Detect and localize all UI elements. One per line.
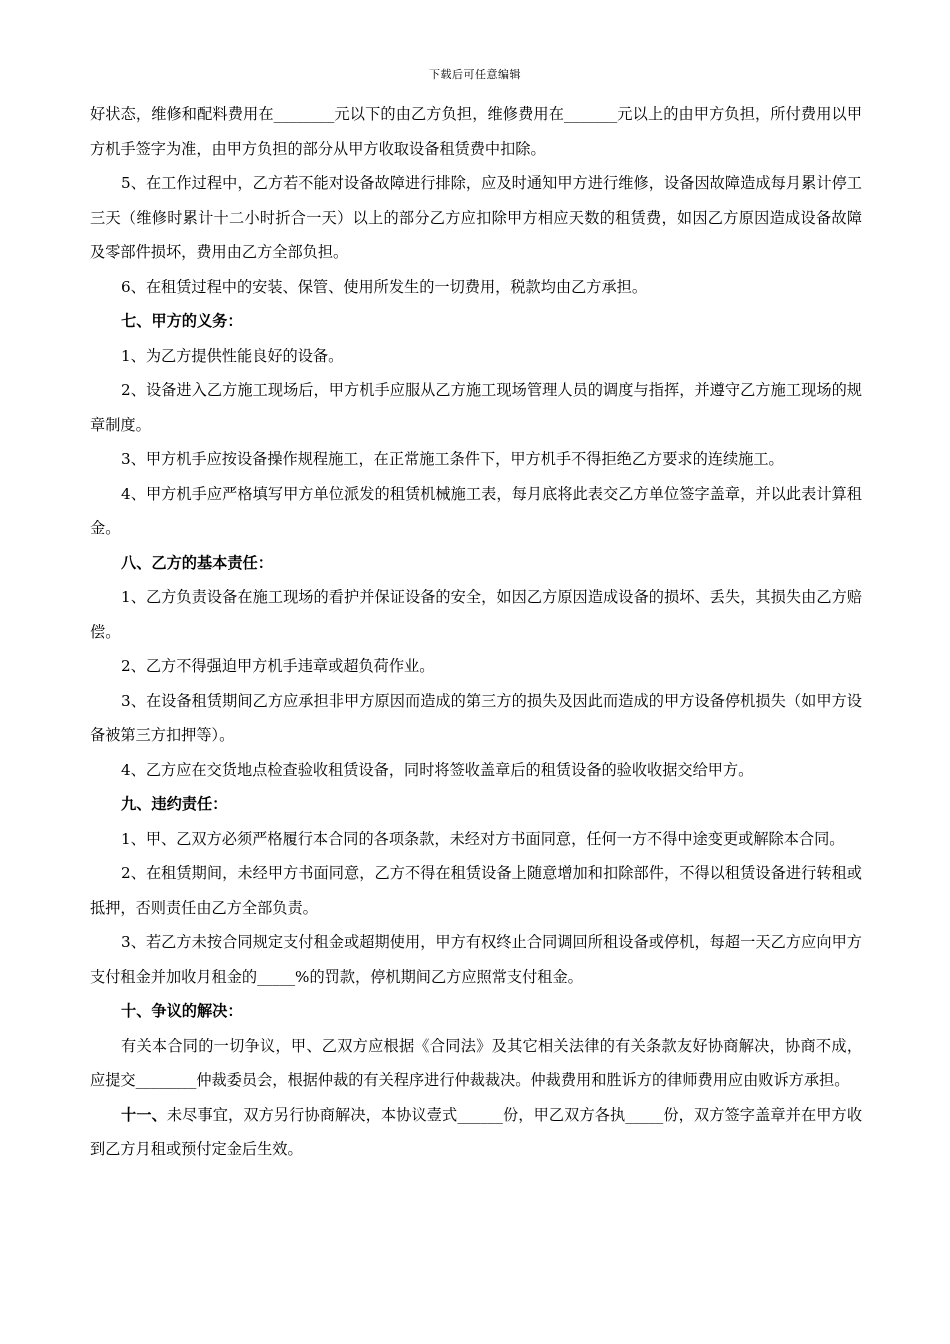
paragraph: 好状态，维修和配料费用在________元以下的由乙方负担，维修费用在_______元以上的由甲方负担，所付费用以甲方机手签字为准，由甲方负担的部分从甲方收取设备租赁费中扣除。 bbox=[90, 105, 862, 158]
paragraph: 4、乙方应在交货地点检查验收租赁设备，同时将签收盖章后的租赁设备的验收收据交给甲方。 bbox=[121, 760, 754, 779]
paragraph: 1、为乙方提供性能良好的设备。 bbox=[121, 346, 344, 365]
section-heading-7: 七、甲方的义务： bbox=[121, 312, 243, 330]
paragraph-11 bbox=[90, 1098, 862, 1167]
paragraph: 6、在租赁过程中的安装、保管、使用所发生的一切费用，税款均由乙方承担。 bbox=[121, 277, 648, 296]
document-body bbox=[90, 97, 862, 1167]
paragraph: 2、乙方不得强迫甲方机手违章或超负荷作业。 bbox=[121, 657, 435, 675]
paragraph: 2、在租赁期间，未经甲方书面同意，乙方不得在租赁设备上随意增加和扣除部件，不得以租赁设备进行转租或抵押，否则责任由乙方全部负责。 bbox=[90, 864, 862, 917]
paragraph-11-text: 未尽事宜，双方另行协商解决，本协议壹式______份，甲乙双方各执_____份，双方签字盖章并在甲方收到乙方月租或预付定金后生效。 bbox=[90, 1105, 863, 1158]
paragraph: 5、在工作过程中，乙方若不能对设备故障进行排除，应及时通知甲方进行维修，设备因故障造成每月累计停工三天（维修时累计十二小时折合一天）以上的部分乙方应扣除甲方相应天数的租赁费，如因乙方原因造成设备故障及零部件损坏，费用由乙方全部负担。 bbox=[90, 174, 862, 261]
paragraph: 3、若乙方未按合同规定支付租金或超期使用，甲方有权终止合同调回所租设备或停机，每超一天乙方应向甲方支付租金并加收月租金的_____%的罚款，停机期间乙方应照常支付租金。 bbox=[90, 933, 862, 986]
paragraph: 2、设备进入乙方施工现场后，甲方机手应服从乙方施工现场管理人员的调度与指挥，并遵守乙方施工现场的规章制度。 bbox=[90, 381, 862, 434]
paragraph: 4、甲方机手应严格填写甲方单位派发的租赁机械施工表，每月底将此表交乙方单位签字盖章，并以此表计算租金。 bbox=[90, 484, 862, 537]
paragraph: 3、在设备租赁期间乙方应承担非甲方原因而造成的第三方的损失及因此而造成的甲方设备停机损失（如甲方设备被第三方扣押等）。 bbox=[90, 691, 862, 744]
section-label-11: 十一、 bbox=[121, 1105, 167, 1124]
section-heading-9: 九、违约责任： bbox=[121, 795, 228, 813]
paragraph: 有关本合同的一切争议，甲、乙双方应根据《合同法》及其它相关法律的有关条款友好协商解决，协商不成，应提交________仲裁委员会，根据仲裁的有关程序进行仲裁裁决。仲裁费用和胜诉方的律师费用应由败诉方承担。 bbox=[90, 1036, 862, 1089]
paragraph: 3、甲方机手应按设备操作规程施工，在正常施工条件下，甲方机手不得拒绝乙方要求的连续施工。 bbox=[121, 450, 784, 468]
section-heading-8: 八、乙方的基本责任： bbox=[121, 553, 273, 572]
paragraph: 1、乙方负责设备在施工现场的看护并保证设备的安全，如因乙方原因造成设备的损坏、丢失，其损失由乙方赔偿。 bbox=[90, 588, 862, 641]
section-heading-10: 十、争议的解决： bbox=[121, 1002, 243, 1020]
paragraph: 1、甲、乙双方必须严格履行本合同的各项条款，未经对方书面同意，任何一方不得中途变更或解除本合同。 bbox=[121, 829, 845, 848]
header-note: 下载后可任意编辑 bbox=[429, 68, 521, 81]
